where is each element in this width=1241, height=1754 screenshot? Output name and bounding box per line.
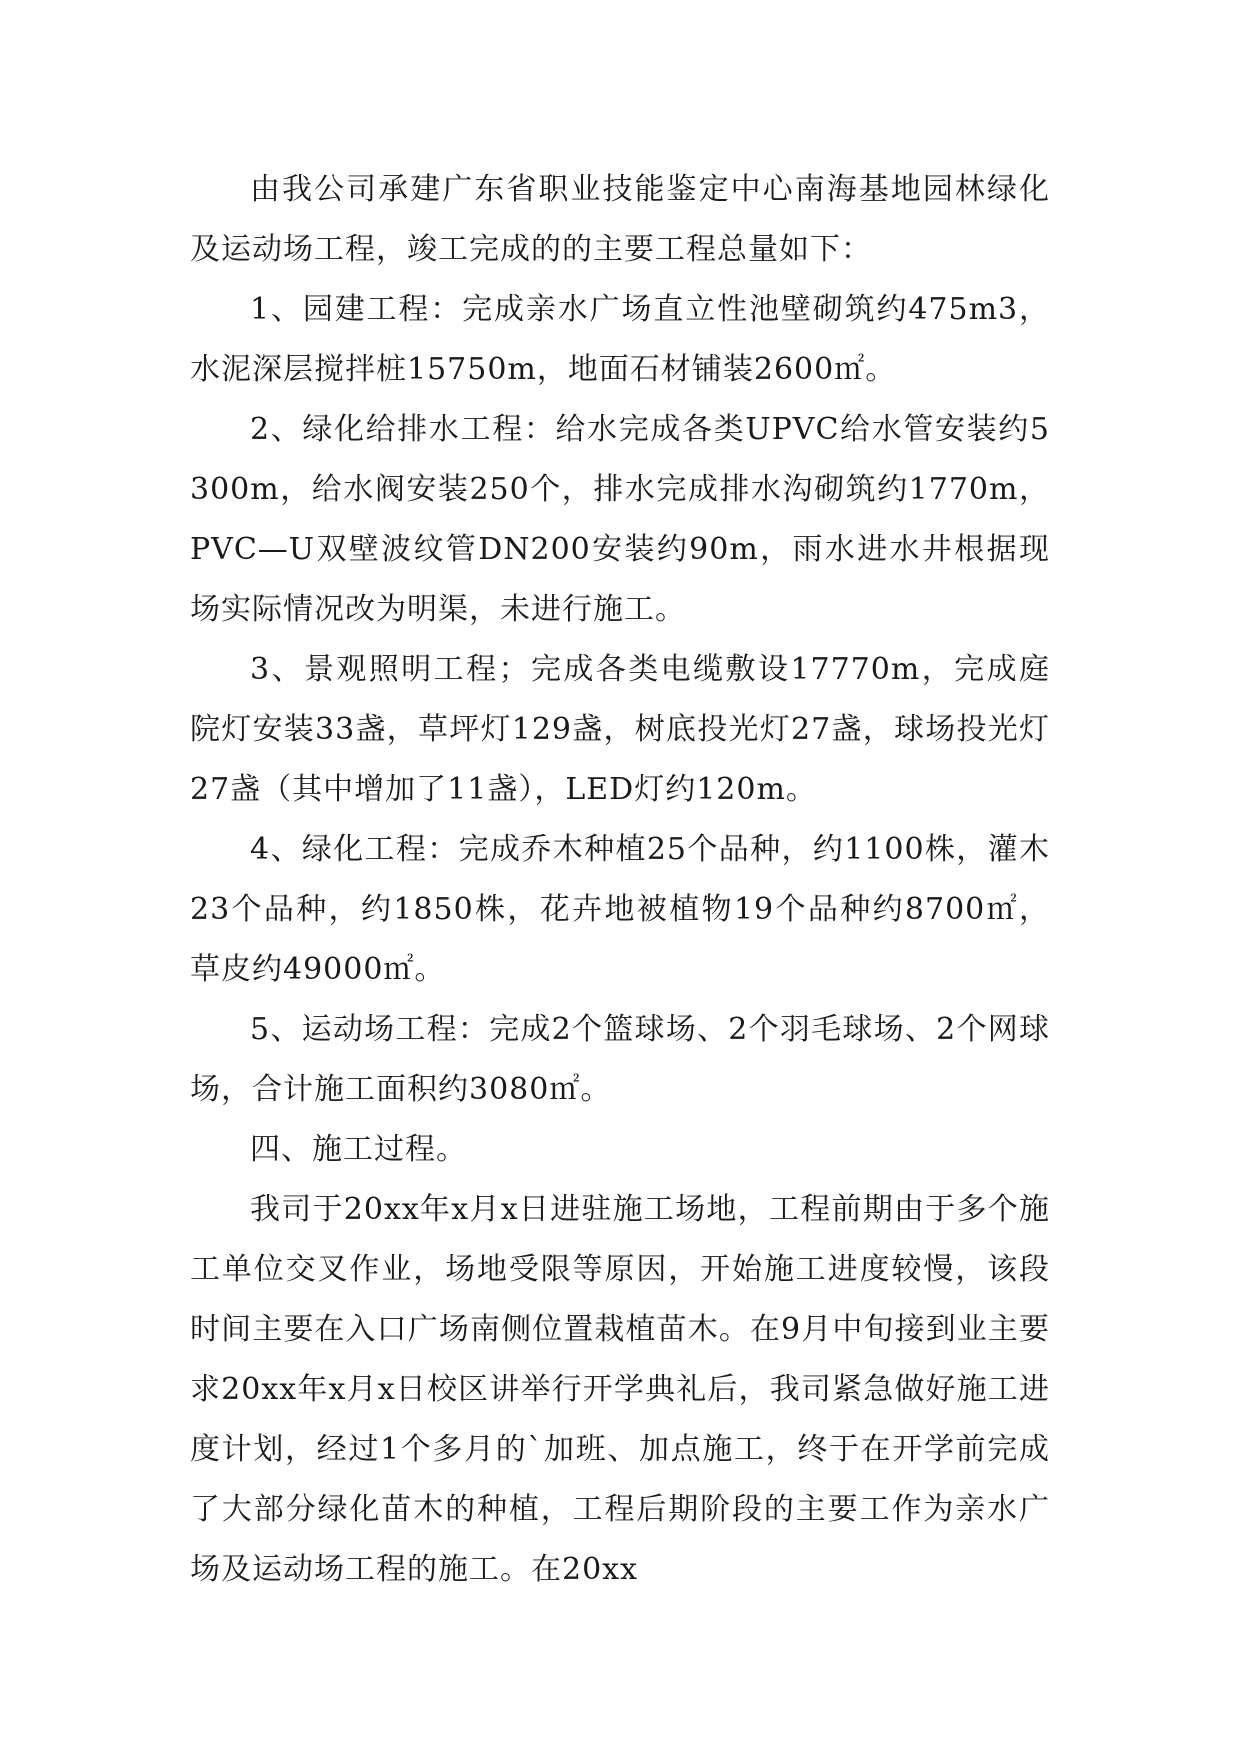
paragraph-item-5: 5、运动场工程：完成2个篮球场、2个羽毛球场、2个网球场，合计施工面积约3080㎡。 <box>190 1012 1050 1107</box>
paragraph-item-1: 1、园建工程：完成亲水广场直立性池壁砌筑约475m3，水泥深层搅拌桩15750m，地面石材铺装2600㎡。 <box>190 292 1050 387</box>
document-body <box>190 160 1050 1600</box>
paragraph-intro: 由我公司承建广东省职业技能鉴定中心南海基地园林绿化及运动场工程，竣工完成的的主要工程总量如下： <box>190 172 1050 267</box>
paragraph-item-4: 4、绿化工程：完成乔木种植25个品种，约1100株，灌木23个品种，约1850株，花卉地被植物19个品种约8700㎡，草皮约49000㎡。 <box>190 832 1050 987</box>
paragraph-item-2: 2、绿化给排水工程：给水完成各类UPVC给水管安装约5300m，给水阀安装250个，排水完成排水沟砌筑约1770m，PVC—U双壁波纹管DN200安装约90m，雨水进水井根据现场实际情况改为明渠，未进行施工。 <box>190 412 1050 627</box>
paragraph-item-3: 3、景观照明工程；完成各类电缆敷设17770m，完成庭院灯安装33盏，草坪灯129盏，树底投光灯27盏，球场投光灯27盏（其中增加了11盏），LED灯约120m。 <box>190 652 1050 807</box>
section-heading: 四、施工过程。 <box>250 1132 467 1167</box>
paragraph-process: 我司于20xx年x月x日进驻施工场地，工程前期由于多个施工单位交叉作业，场地受限等原因，开始施工进度较慢，该段时间主要在入口广场南侧位置栽植苗木。在9月中旬接到业主要求20xx年x月x日校区讲举行开学典礼后，我司紧急做好施工进度计划，经过1个多月的`加班、加点施工，终于在开学前完成了大部分绿化苗木的种植，工程后期阶段的主要工作为亲水广场及运动场工程的施工。在20xx <box>190 1192 1050 1587</box>
